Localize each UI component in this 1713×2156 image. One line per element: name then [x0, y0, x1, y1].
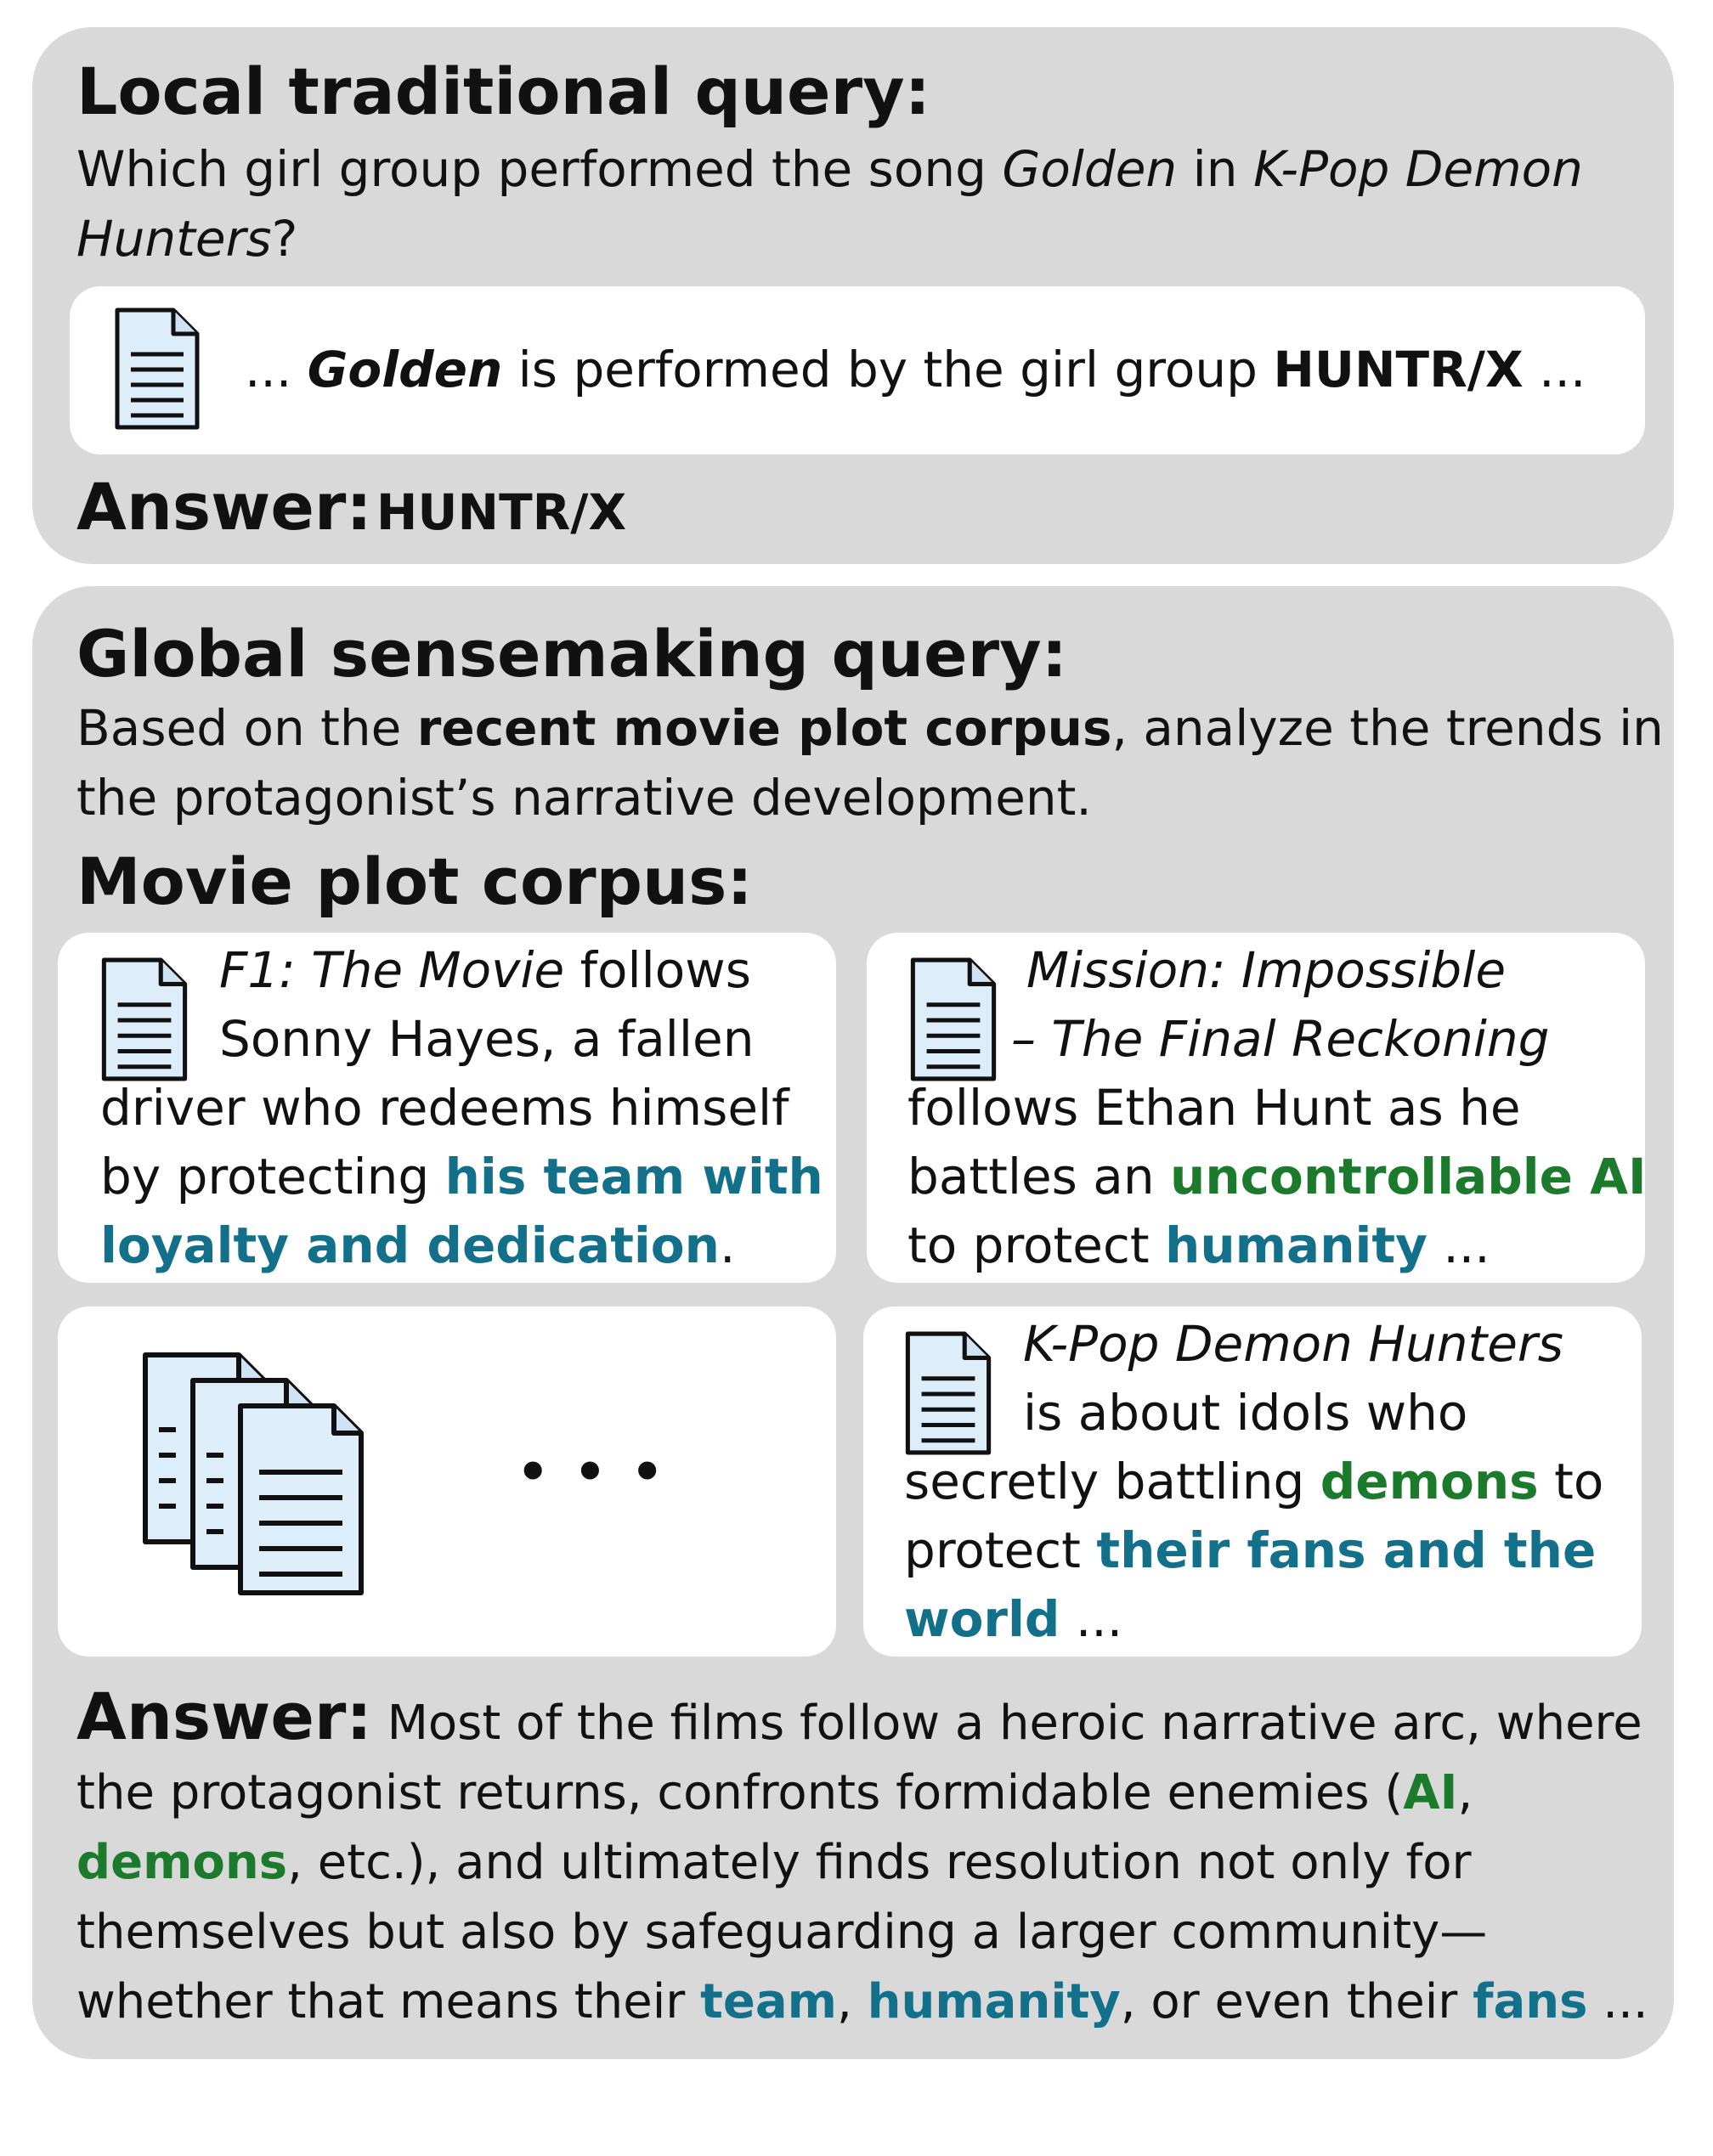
document-icon	[906, 955, 1001, 1084]
document-icon	[110, 305, 204, 432]
global-answer: Answer: Most of the films follow a heroic narrative arc, where the protagonist returns, confronts formidable enemies (AI, demons, etc.), and ultimately finds resolution not only for themselves but also by safeguarding a larger community— whether that means their team, humanity, or even their fans ...	[76, 1679, 1648, 2029]
movie-card-f1: F1: The Movie follows Sonny Hayes, a fallen driver who redeems himself by protecting his team with loyalty and dedication.	[58, 933, 836, 1283]
global-query-heading: Global sensemaking query:	[76, 616, 1068, 691]
local-doc-text: ... Golden is performed by the girl group HUNTR/X ...	[245, 341, 1586, 398]
movie-card-kpop-demon-hunters: K-Pop Demon Hunters is about idols who secretly battling demons to protect their fans and the world ...	[863, 1307, 1642, 1657]
global-query-question: Based on the recent movie plot corpus, analyze the trends in the protagonist’s narrative development.	[76, 699, 1664, 827]
local-query-panel	[32, 27, 1674, 564]
documents-stack-icon	[139, 1345, 410, 1617]
document-icon	[97, 955, 192, 1084]
local-query-question: Which girl group performed the song Golden in K-Pop Demon Hunters?	[76, 140, 1583, 268]
local-doc-card	[70, 286, 1645, 454]
answer-label: Answer:	[76, 1679, 372, 1754]
movie-card-mission-impossible: Mission: Impossible – The Final Reckoning follows Ethan Hunt as he battles an uncontrollable AI to protect humanity ...	[867, 933, 1645, 1283]
global-query-panel	[32, 586, 1674, 2059]
local-answer	[76, 469, 626, 545]
ellipsis: • • •	[517, 1442, 667, 1502]
answer-label: Answer:	[76, 469, 372, 545]
more-documents-card	[58, 1307, 836, 1657]
document-icon	[901, 1329, 996, 1458]
corpus-heading: Movie plot corpus:	[76, 844, 753, 919]
local-query-heading: Local traditional query:	[76, 54, 930, 129]
answer-value: HUNTR/X	[376, 483, 627, 541]
